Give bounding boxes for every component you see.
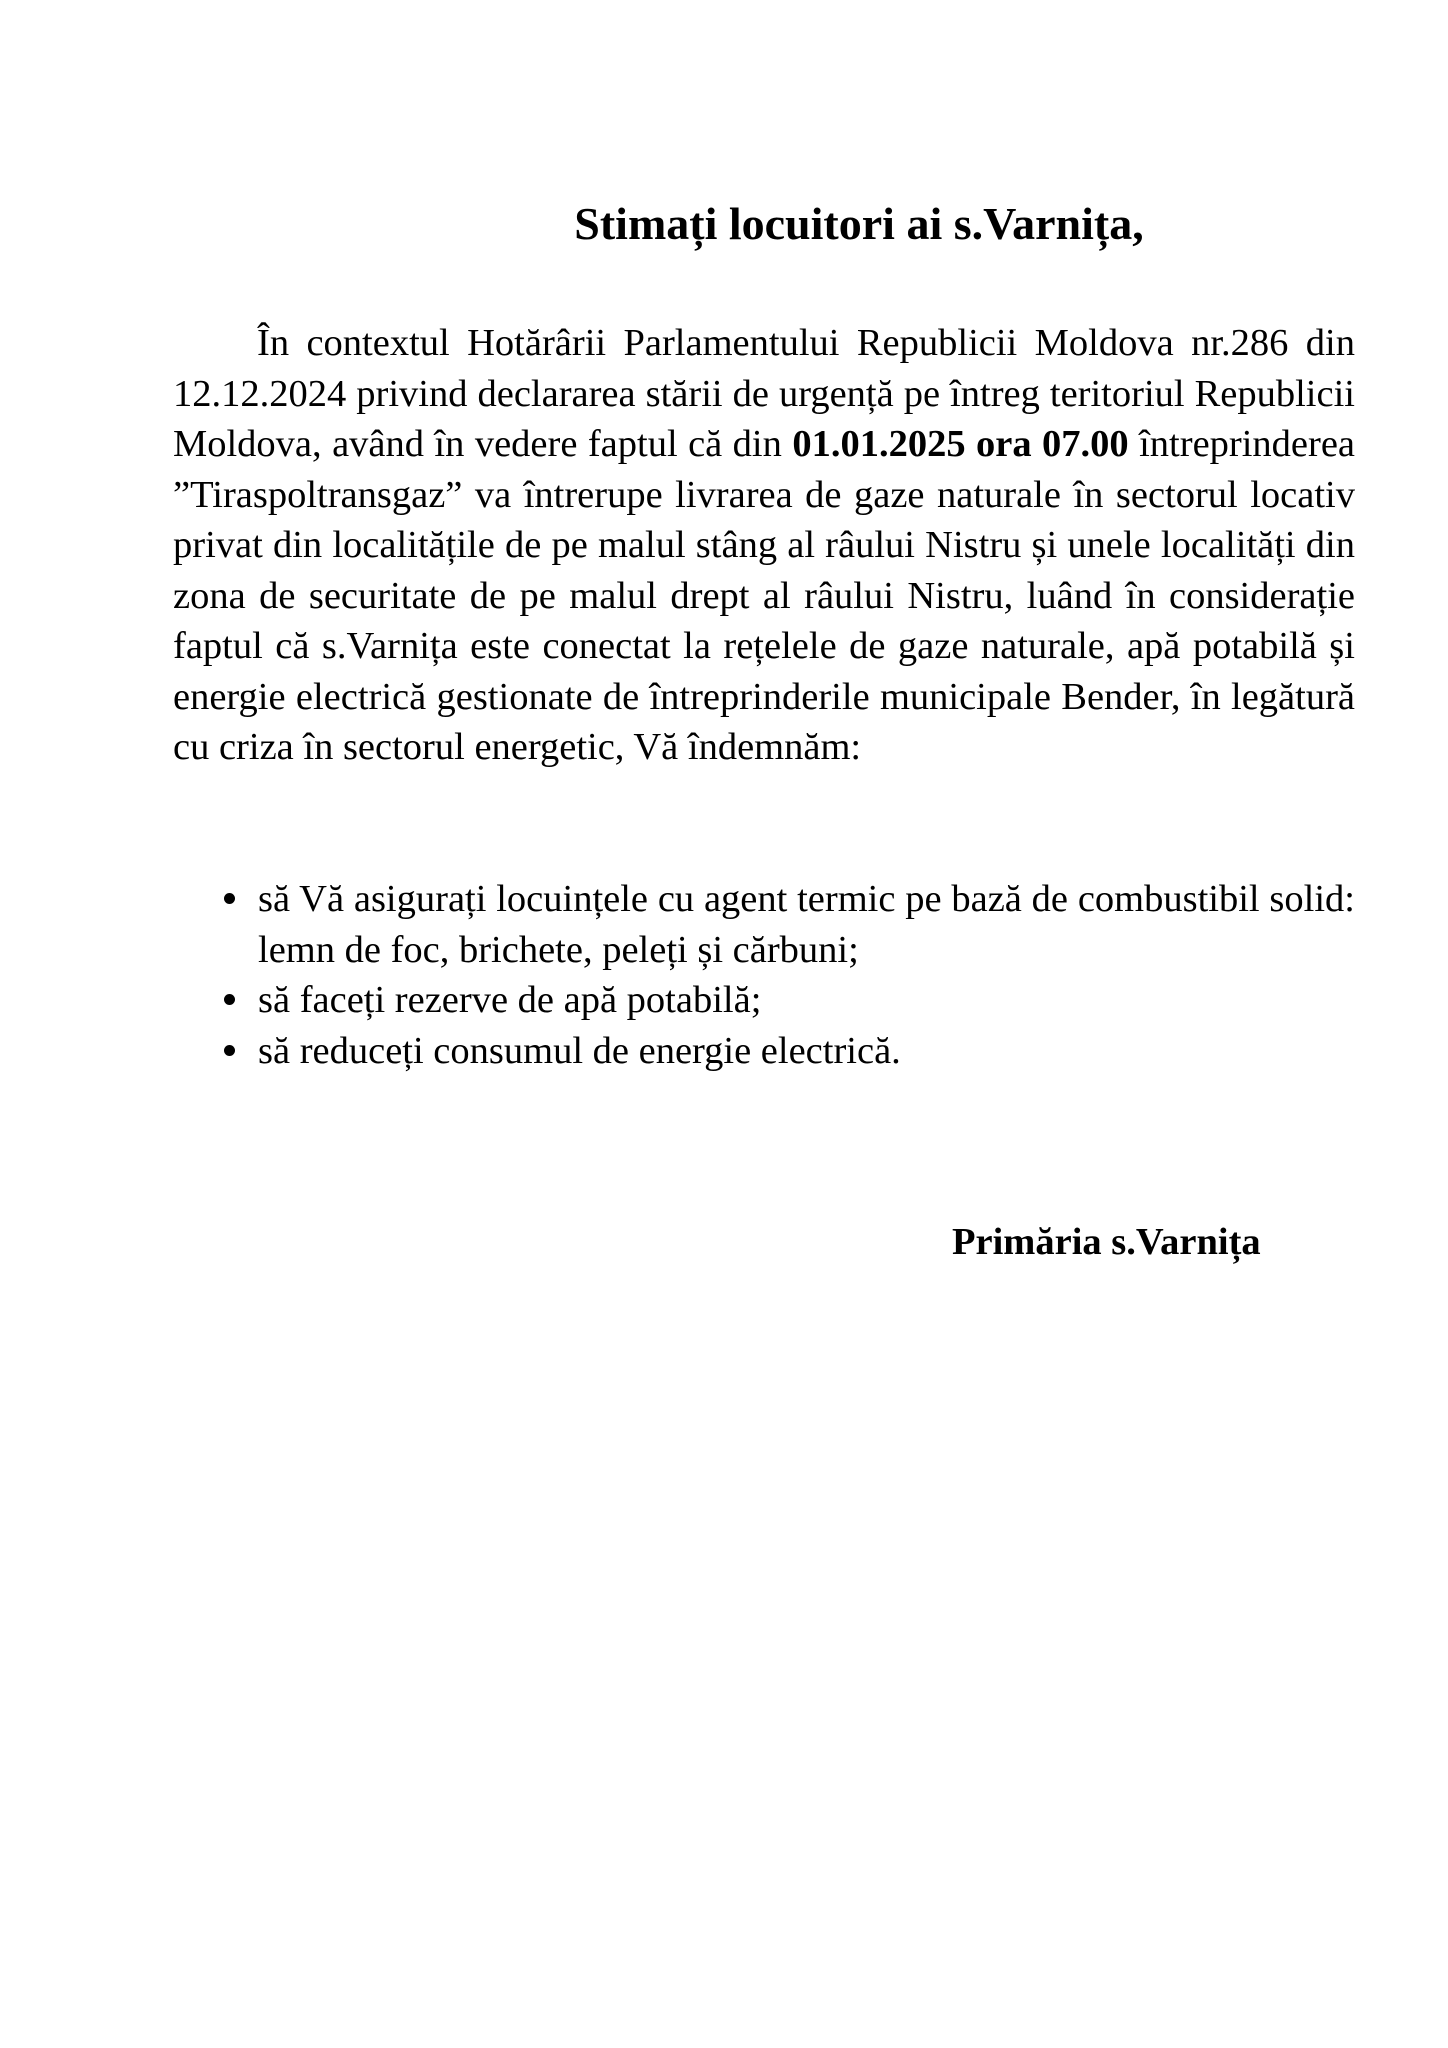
document-title: Stimați locuitori ai s.Varnița,: [574, 198, 1144, 249]
paragraph-intro: În contextul Hotărârii Parlamentului Republicii Moldova nr.286 din 12.12.2024 privind declararea stării de urgență pe întreg teritoriul Republicii Moldova, având în vedere faptul că din: [173, 322, 1355, 465]
list-item: [173, 975, 1355, 1026]
list-item: [173, 1026, 1355, 1077]
list-item-text: să Vă asigurați locuințele cu agent termic pe bază de combustibil solid: lemn de foc, brichete, peleți și cărbuni;: [258, 878, 1355, 971]
list-item-text: să faceți rezerve de apă potabilă;: [258, 979, 762, 1021]
main-paragraph: [173, 318, 1355, 773]
paragraph-date-bold: 01.01.2025 ora 07.00: [792, 423, 1129, 465]
list-item: [173, 874, 1355, 975]
bullet-dot-icon: [224, 893, 235, 904]
signature: Primăria s.Varnița: [952, 1221, 1261, 1263]
bullet-dot-icon: [224, 994, 235, 1005]
recommendations-list: [173, 874, 1355, 1076]
paragraph-rest: întreprinderea ”Tiraspoltransgaz” va întrerupe livrarea de gaze naturale în sectorul locativ privat din localitățile de pe malul stâng al râului Nistru și unele localități din zona de securitate de pe malul drept al râului Nistru, luând în considerație faptul că s.Varnița este conectat la rețelele de gaze naturale, apă potabilă și energie electrică gestionate de întreprinderile municipale Bender, în legătură cu criza în sectorul energetic, Vă îndemnăm:: [173, 423, 1356, 768]
bullet-dot-icon: [224, 1045, 235, 1056]
list-item-text: să reduceți consumul de energie electrică.: [258, 1029, 901, 1072]
